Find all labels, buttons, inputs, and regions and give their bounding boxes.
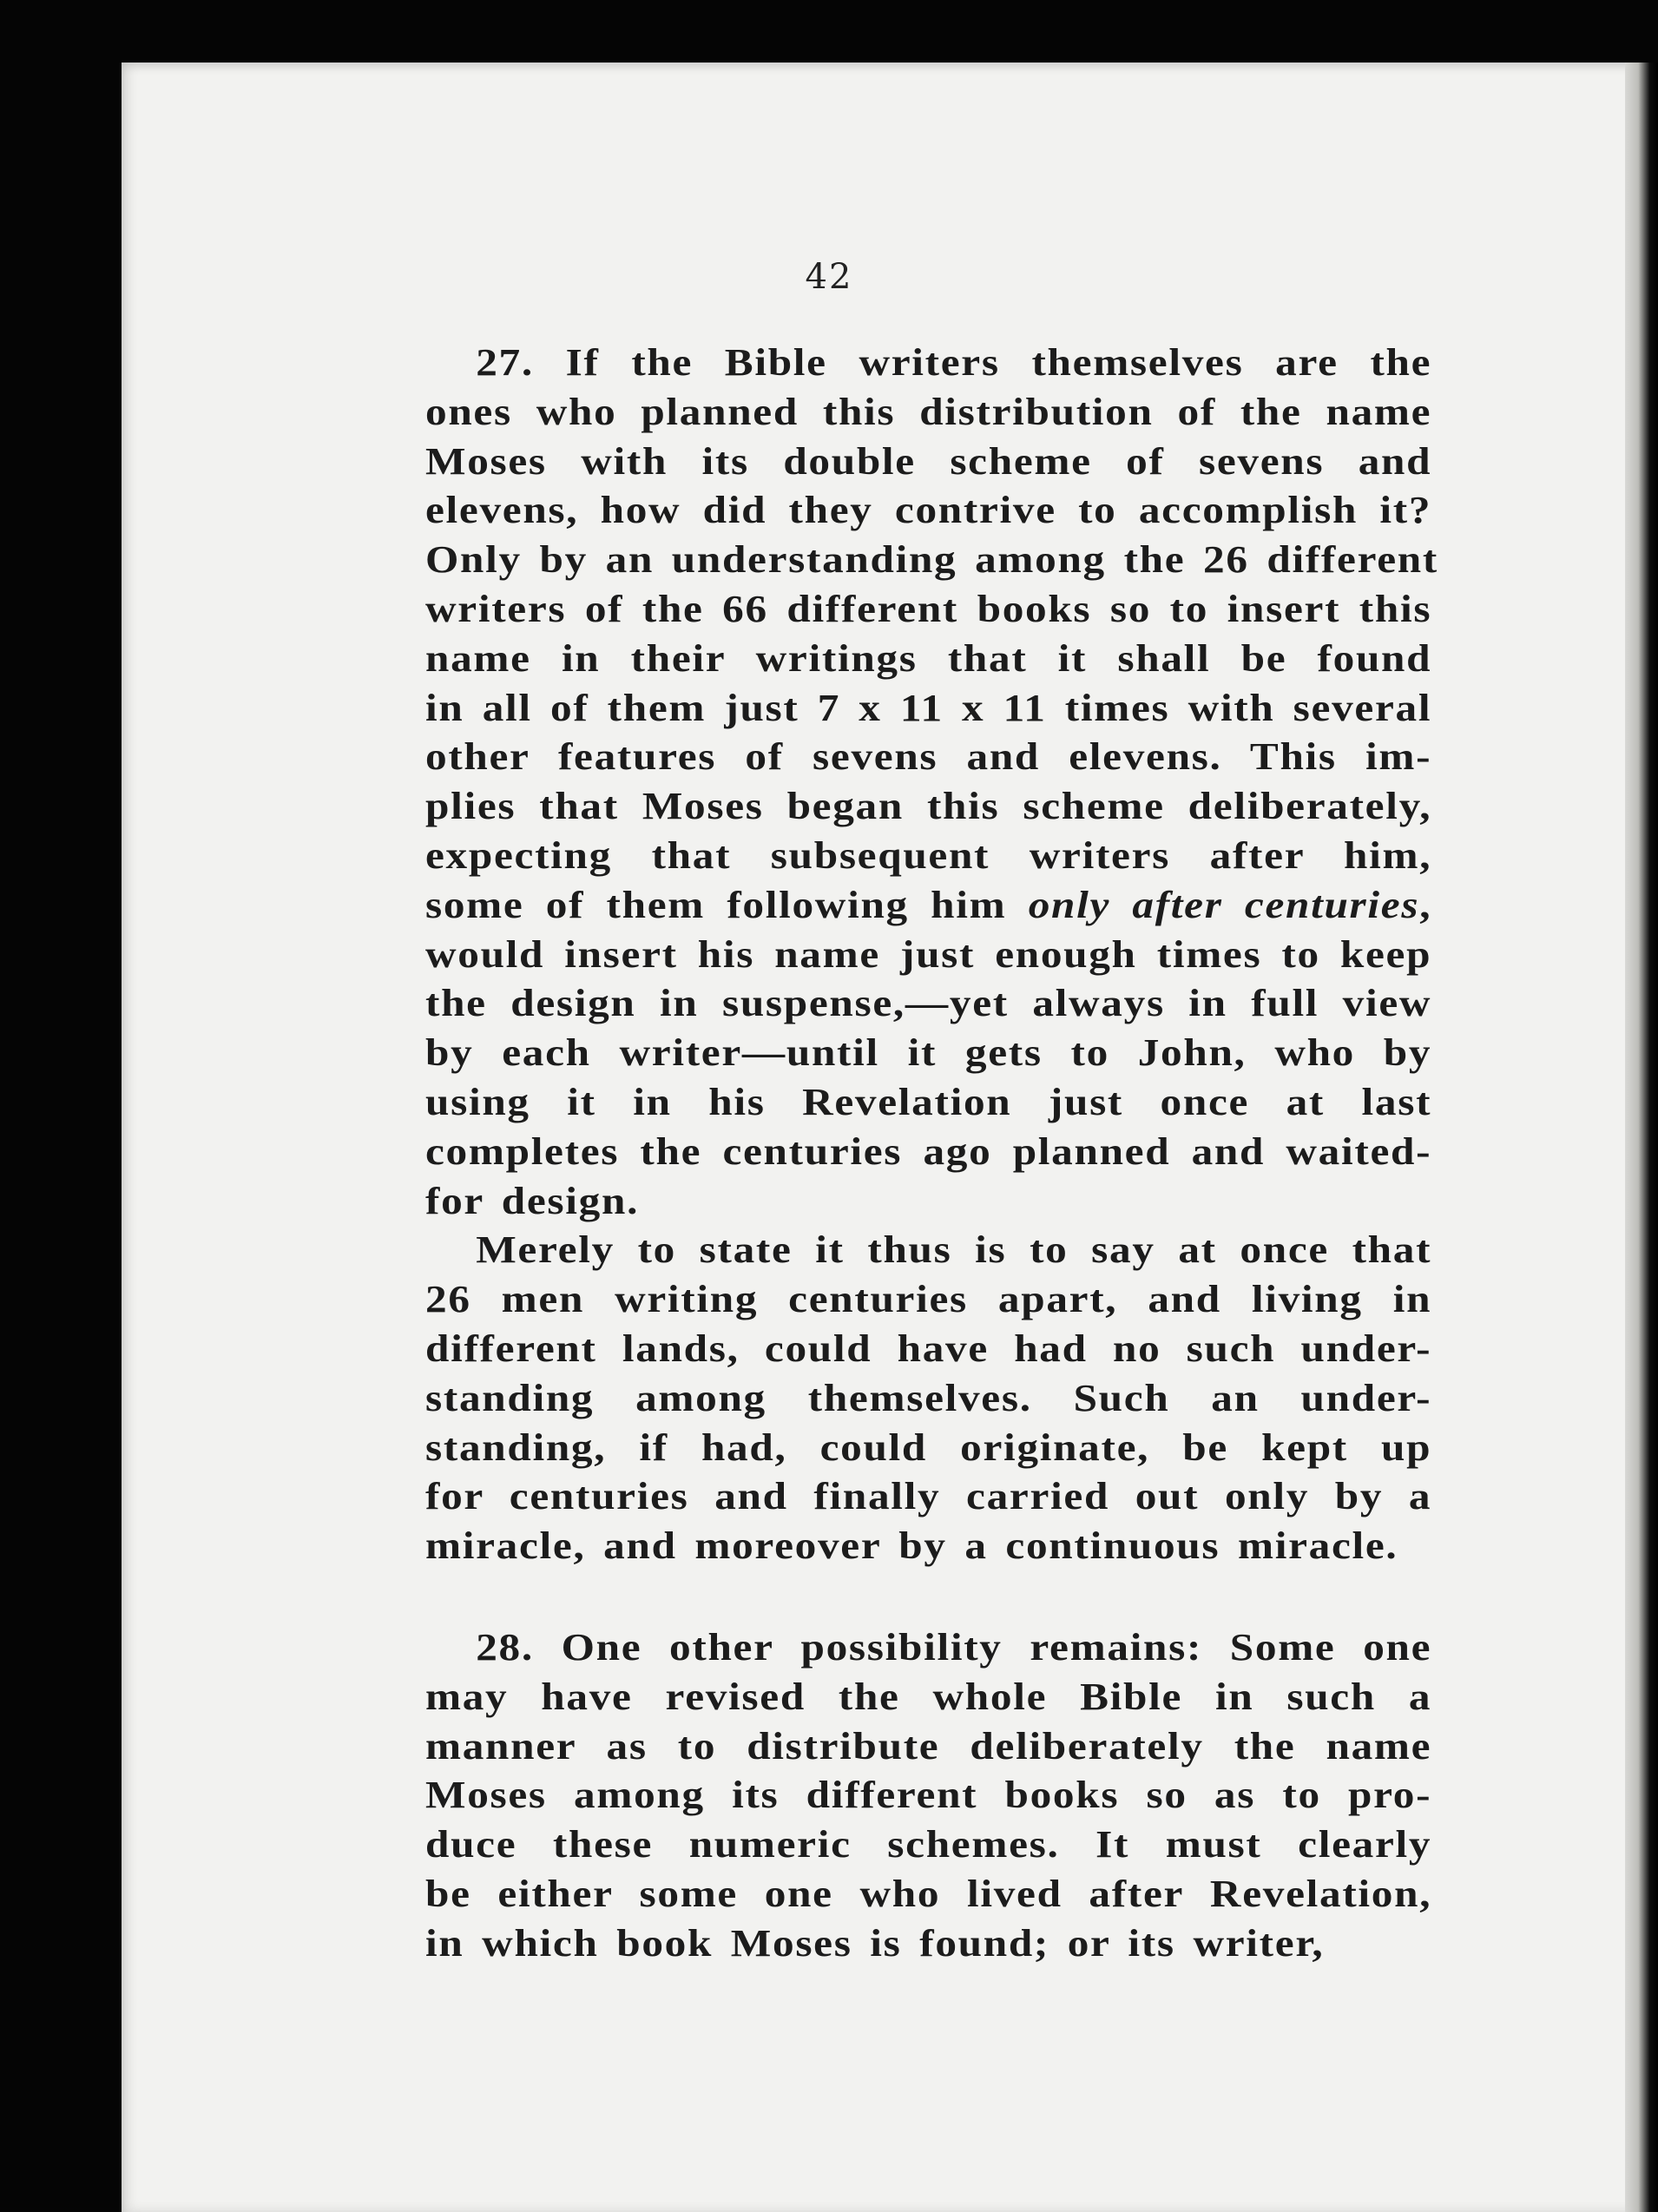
text-line: in all of them just 7 x 11 x 11 times with several [425,686,1432,729]
text-line: in which book Moses is found; or its writer, [425,1921,1325,1965]
text-line: other features of sevens and elevens. This im- [425,735,1432,779]
text-line: for centuries and finally carried out only by a [425,1475,1432,1518]
text-line: some of them following him only after centuries, [425,883,1432,926]
page-edge [1625,63,1658,2212]
text-line: miracle, and moreover by a continuous miracle. [425,1524,1398,1568]
text-line: different lands, could have had no such under- [425,1327,1432,1370]
text-body [425,339,1553,1969]
text-line: 28. One other possibility remains: Some one [476,1625,1432,1669]
text-line: writers of the 66 different books so to insert this [425,587,1432,630]
text-line: the design in suspense,—yet always in full view [425,982,1432,1025]
text-line: Merely to state it thus is to say at once that [476,1228,1432,1272]
text-line: duce these numeric schemes. It must clearly [425,1823,1432,1866]
text-line: using it in his Revelation just once at last [425,1080,1432,1123]
text-line: Moses among its different books so as to pro- [425,1774,1432,1817]
text-line: 26 men writing centuries apart, and living in [425,1278,1432,1321]
page-number: 42 [805,257,853,297]
text-line: for design. [425,1179,640,1222]
text-line: expecting that subsequent writers after him, [425,833,1432,877]
text-line: standing among themselves. Such an under- [425,1376,1432,1419]
paragraph-27-continuation [425,1226,1553,1571]
paragraph-27 [425,339,1553,1226]
text-line: by each writer—until it gets to John, who by [425,1031,1432,1075]
text-line: ones who planned this distribution of the name [425,390,1432,433]
text-line: may have revised the whole Bible in such a [425,1675,1432,1718]
text-line: be either some one who lived after Revelation, [425,1872,1432,1915]
text-line: would insert his name just enough times to keep [425,932,1432,976]
text-line: Only by an understanding among the 26 different [425,538,1438,582]
text-line: elevens, how did they contrive to accomplish it? [425,489,1432,532]
text-line: completes the centuries ago planned and waited- [425,1129,1432,1173]
text-line: manner as to distribute deliberately the name [425,1724,1432,1768]
text-line: 27. If the Bible writers themselves are the [476,341,1432,384]
paragraph-28 [425,1623,1553,1969]
text-line: name in their writings that it shall be found [425,636,1432,680]
text-line: Moses with its double scheme of sevens and [425,439,1432,483]
text-line: plies that Moses began this scheme deliberately, [425,785,1432,828]
text-line: standing, if had, could originate, be kept up [425,1425,1432,1469]
